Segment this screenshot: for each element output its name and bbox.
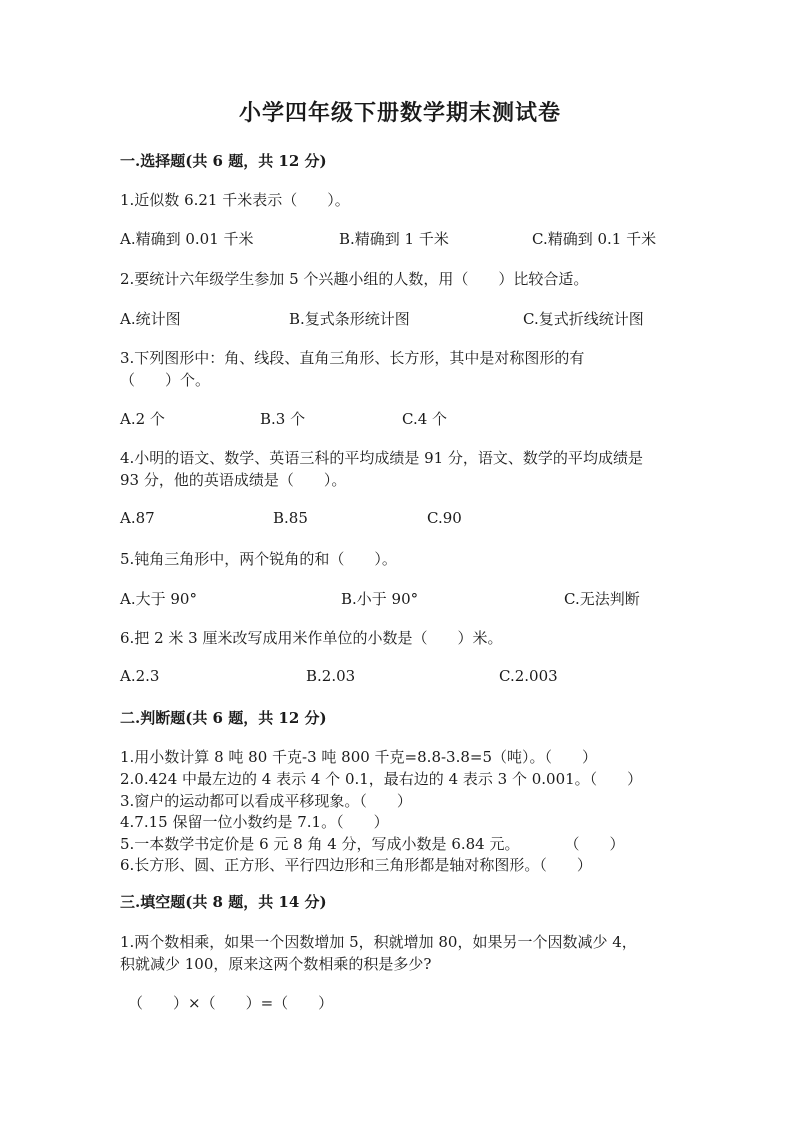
option-b: B.2.03 <box>306 667 356 685</box>
option-b: B.复式条形统计图 <box>289 310 410 328</box>
answer-template: （ ）×（ ）=（ ） <box>128 994 334 1012</box>
question-text: 2.要统计六年级学生参加 5 个兴趣小组的人数，用（ ）比较合适。 <box>120 270 589 288</box>
option-c: C.4 个 <box>402 410 448 428</box>
question-text: 1.近似数 6.21 千米表示（ ）。 <box>120 191 350 209</box>
question-text-cont: 93 分，他的英语成绩是（ ）。 <box>120 471 347 489</box>
option-b: B.85 <box>273 509 308 527</box>
option-b: B.小于 90° <box>341 590 419 608</box>
option-a: A.大于 90° <box>120 590 197 608</box>
question-text-cont: 积就减少 100，原来这两个数相乘的积是多少? <box>120 955 432 973</box>
section-heading: 一.选择题(共 6 题，共 12 分) <box>120 152 327 170</box>
judgement-item: 4.7.15 保留一位小数约是 7.1。（ ） <box>120 813 389 831</box>
question-text: 6.把 2 米 3 厘米改写成用米作单位的小数是（ ）米。 <box>120 629 503 647</box>
option-c: C.精确到 0.1 千米 <box>532 230 657 248</box>
judgement-item: 2.0.424 中最左边的 4 表示 4 个 0.1，最右边的 4 表示 3 个 0.001。（ ） <box>120 770 643 788</box>
option-b: B.3 个 <box>260 410 306 428</box>
section-heading: 三.填空题(共 8 题，共 14 分) <box>120 893 327 911</box>
question-text: 3.下列图形中：角、线段、直角三角形、长方形，其中是对称图形的有 <box>120 349 585 367</box>
option-c: C.90 <box>427 509 462 527</box>
section-heading: 二.判断题(共 6 题，共 12 分) <box>120 709 327 727</box>
option-c: C.无法判断 <box>564 590 640 608</box>
page-title: 小学四年级下册数学期末测试卷 <box>238 100 561 126</box>
option-b: B.精确到 1 千米 <box>339 230 449 248</box>
question-text: 1.两个数相乘，如果一个因数增加 5，积就增加 80，如果另一个因数减少 4， <box>120 933 637 951</box>
judgement-item: 6.长方形、圆、正方形、平行四边形和三角形都是轴对称图形。（ ） <box>120 856 592 874</box>
option-c: C.2.003 <box>499 667 558 685</box>
question-text-cont: （ ）个。 <box>120 371 211 389</box>
option-a: A.2 个 <box>120 410 165 428</box>
option-a: A.2.3 <box>120 667 160 685</box>
option-a: A.统计图 <box>120 310 181 328</box>
option-c: C.复式折线统计图 <box>523 310 644 328</box>
question-text: 5.钝角三角形中，两个锐角的和（ ）。 <box>120 550 397 568</box>
judgement-item: 1.用小数计算 8 吨 80 千克-3 吨 800 千克=8.8-3.8=5（吨）。（ ） <box>120 748 598 766</box>
option-a: A.87 <box>120 509 155 527</box>
judgement-item: 3.窗户的运动都可以看成平移现象。（ ） <box>120 792 412 810</box>
option-a: A.精确到 0.01 千米 <box>120 230 254 248</box>
judgement-item: 5.一本数学书定价是 6 元 8 角 4 分，写成小数是 6.84 元。 （ ） <box>120 835 625 853</box>
question-text: 4.小明的语文、数学、英语三科的平均成绩是 91 分，语文、数学的平均成绩是 <box>120 449 643 467</box>
